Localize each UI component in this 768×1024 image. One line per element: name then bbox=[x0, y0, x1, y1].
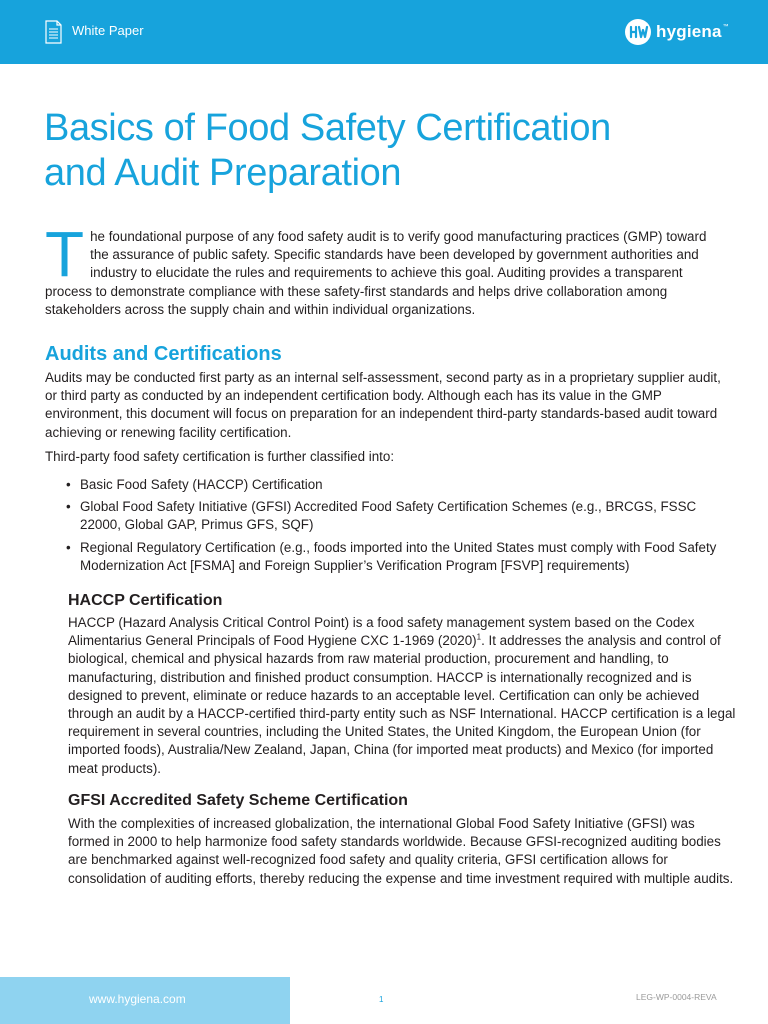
title-line-1: Basics of Food Safety Certification bbox=[44, 107, 611, 149]
header-band bbox=[0, 0, 768, 64]
page-number: 1 bbox=[379, 995, 384, 1004]
page-title bbox=[44, 106, 744, 196]
document-icon bbox=[45, 20, 62, 44]
bullet-icon: • bbox=[66, 539, 71, 555]
list-item: • Regional Regulatory Certification (e.g., foods imported into the United States must comply with Food Safety Modernization Act [FSMA] and Foreign Supplier’s Verification Program [FSVP] requirements) bbox=[66, 539, 717, 573]
hygiena-logo-icon bbox=[624, 18, 652, 46]
bullet-icon: • bbox=[66, 477, 71, 492]
certification-types-list bbox=[66, 476, 726, 575]
classification-intro: Third-party food safety certification is further classified into: bbox=[45, 449, 395, 464]
audits-heading: Audits and Certifications bbox=[45, 343, 282, 365]
hygiena-logo[interactable] bbox=[624, 16, 729, 48]
list-item: • Basic Food Safety (HACCP) Certification bbox=[66, 476, 726, 494]
brand-trademark: ™ bbox=[722, 24, 729, 30]
intro-paragraph bbox=[45, 218, 725, 319]
haccp-paragraph: HACCP (Hazard Analysis Critical Control Point) is a food safety management system based on the Codex Alimentarius General Principals of Food Hygiene CXC 1-1969 $(2020)^1$. It addresses the analysis and control of biological, chemical and physical hazards from raw material production, procurement and handling, to manufacturing, distribution and finished product consumption. HACCP is internationally recognized and is designed to prevent, eliminate or reduce hazards to an acceptable level. Certification can only be achieved through an audit by a HACCP-certified third-party entity such as NSF International. HACCP certification is a legal requirement in several countries, including the United States, the United Kingdom, the European Union (for imported foods), Australia/New Zealand, Japan, China (for imported meat products) and Mexico (for imported meat products). bbox=[68, 615, 736, 776]
audits-paragraph: Audits may be conducted first party as an internal self-assessment, second party as in a proprietary supplier audit, or third party as conducted by an independent certification body. Although each has its value in the GMP environment, this document will focus on preparation for an independent third-party standards-based audit toward achieving or renewing facility certification. bbox=[45, 370, 721, 440]
footnote-marker[interactable]: 1 bbox=[476, 632, 482, 642]
intro-text: he foundational purpose of any food safety audit is to verify good manufacturing practices (GMP) toward the assurance of public safety. Specific standards have been developed by government authorities and industry to elucidate the rules and requirements to achieve this goal. Auditing provides a transparent process to demonstrate compliance with these safety-first standards and helps drive collaboration among stakeholders across the supply chain and within individual organizations. bbox=[45, 229, 707, 317]
haccp-heading: HACCP Certification bbox=[68, 592, 223, 609]
gfsi-paragraph: With the complexities of increased globalization, the international Global Food Safety Initiative (GFSI) was formed in 2000 to help harmonize food safety standards worldwide. Because GFSI-recognized auditing bodies are benchmarked against well-recognized food safety and quality criteria, GFSI certification allows for consolidation of auditing efforts, thereby reducing the expense and time investment required with multiple audits. bbox=[68, 816, 734, 886]
bullet-icon: • bbox=[66, 499, 71, 515]
document-code: LEG-WP-0004-REVA bbox=[636, 992, 717, 1002]
footer-website-link[interactable]: www.hygiena.com bbox=[89, 992, 186, 1006]
document-type-label: White Paper bbox=[72, 23, 144, 38]
title-line-2: and Audit Preparation bbox=[44, 152, 402, 194]
gfsi-heading: GFSI Accredited Safety Scheme Certification bbox=[68, 792, 408, 809]
brand-name: hygiena bbox=[656, 22, 722, 41]
drop-cap: T bbox=[45, 218, 85, 290]
list-item: • Global Food Safety Initiative (GFSI) Accredited Food Safety Certification Schemes (e.g., BRCGS, FSSC 22000, Global GAP, Primus GFS, SQF) bbox=[66, 499, 697, 533]
